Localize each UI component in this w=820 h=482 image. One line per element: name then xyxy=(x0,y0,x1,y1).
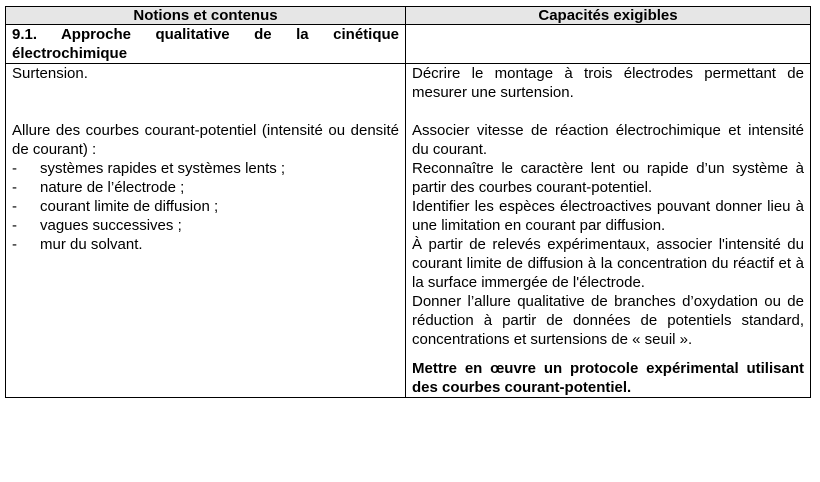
capacity-bold: Mettre en œuvre un protocole expérimental utilisant des courbes courant-potentiel. xyxy=(412,360,804,396)
list-item: - systèmes rapides et systèmes lents ; xyxy=(12,159,399,178)
capacity-item: Associer vitesse de réaction électrochimique et intensité du courant. xyxy=(412,122,804,158)
capacites-cell xyxy=(406,64,811,398)
capacity-item: Identifier les espèces électroactives pouvant donner lieu à une limitation en courant par diffusion. xyxy=(412,198,804,234)
list-item: - vagues successives ; xyxy=(12,216,399,235)
list-item: - mur du solvant. xyxy=(12,235,399,254)
capacity-surtension: Décrire le montage à trois électrodes permettant de mesurer une surtension. xyxy=(412,65,804,101)
content-row xyxy=(6,64,811,398)
list-item: - nature de l’électrode ; xyxy=(12,178,399,197)
list-item: - courant limite de diffusion ; xyxy=(12,197,399,216)
notion-courbes-intro: Allure des courbes courant-potentiel (intensité ou densité de courant) : xyxy=(12,122,399,158)
notion-surtension: Surtension. xyxy=(12,65,88,82)
header-capacites: Capacités exigibles xyxy=(406,7,811,25)
header-notions: Notions et contenus xyxy=(6,7,406,25)
section-empty-cell xyxy=(406,25,811,64)
header-row xyxy=(6,7,811,25)
notions-cell xyxy=(6,64,406,398)
section-title: 9.1. Approche qualitative de la cinétique électrochimique xyxy=(6,25,406,64)
capacity-item: À partir de relevés expérimentaux, associer l'intensité du courant limite de diffusion à la concentration du réactif et à la surface immergée de l'électrode. xyxy=(412,236,804,291)
capacity-item: Donner l’allure qualitative de branches d’oxydation ou de réduction à partir de données de potentiels standard, concentrations et surtensions de « seuil ». xyxy=(412,293,804,348)
capacity-item: Reconnaître le caractère lent ou rapide d’un système à partir des courbes courant-potentiel. xyxy=(412,160,804,196)
programme-table xyxy=(5,6,811,398)
section-row xyxy=(6,25,811,64)
notion-list xyxy=(12,159,399,254)
